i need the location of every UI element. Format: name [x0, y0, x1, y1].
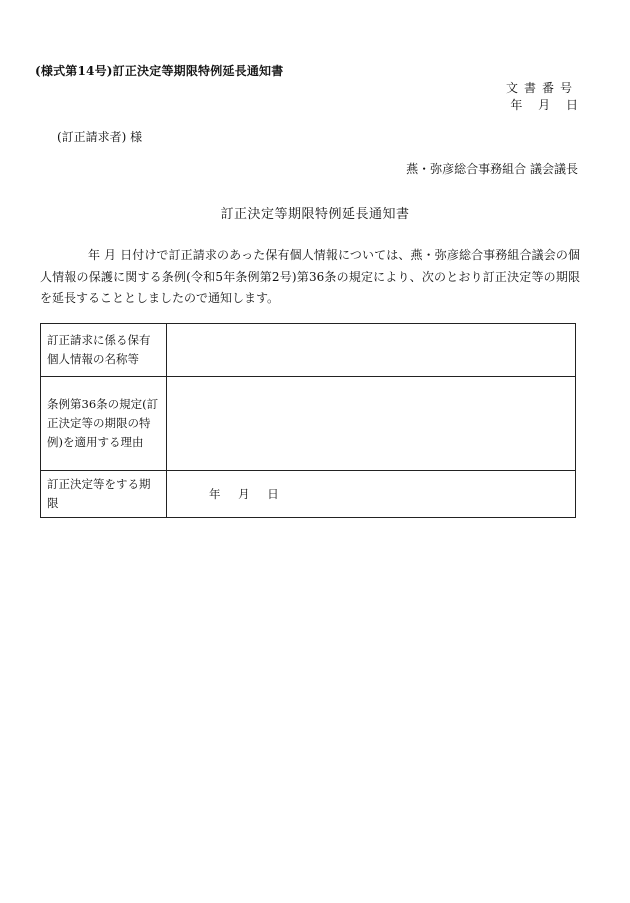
row-value-deadline: 年 月 日: [167, 471, 576, 518]
table-row: [41, 377, 576, 471]
header-date: 年 月 日: [510, 98, 578, 112]
document-title: 訂正決定等期限特例延長通知書: [220, 207, 410, 222]
table-row: [41, 471, 576, 518]
body-paragraph: 年 月 日付けで訂正請求のあった保有個人情報については、燕・弥彦総合事務組合議会の個人情報の保護に関する条例(令和5年条例第2号)第36条の規定により、次のとおり訂正決定等の期限を延長することとしましたので通知します。: [40, 248, 580, 305]
row-label-info-name: 訂正請求に係る保有個人情報の名称等: [41, 324, 167, 377]
document-number-label: 文書番号: [505, 81, 578, 95]
row-value-reason: [167, 377, 576, 471]
table-row: [41, 324, 576, 377]
document-number-block: [506, 80, 578, 114]
row-value-info-name: [167, 324, 576, 377]
row-label-reason: 条例第36条の規定(訂正決定等の期限の特例)を適用する理由: [41, 377, 167, 471]
row-label-deadline: 訂正決定等をする期限: [41, 471, 167, 518]
info-table: [40, 323, 576, 518]
sender: 燕・弥彦総合事務組合 議会議長: [406, 162, 578, 176]
form-number: (様式第14号)訂正決定等期限特例延長通知書: [35, 64, 284, 78]
recipient: (訂正請求者) 様: [57, 130, 143, 144]
